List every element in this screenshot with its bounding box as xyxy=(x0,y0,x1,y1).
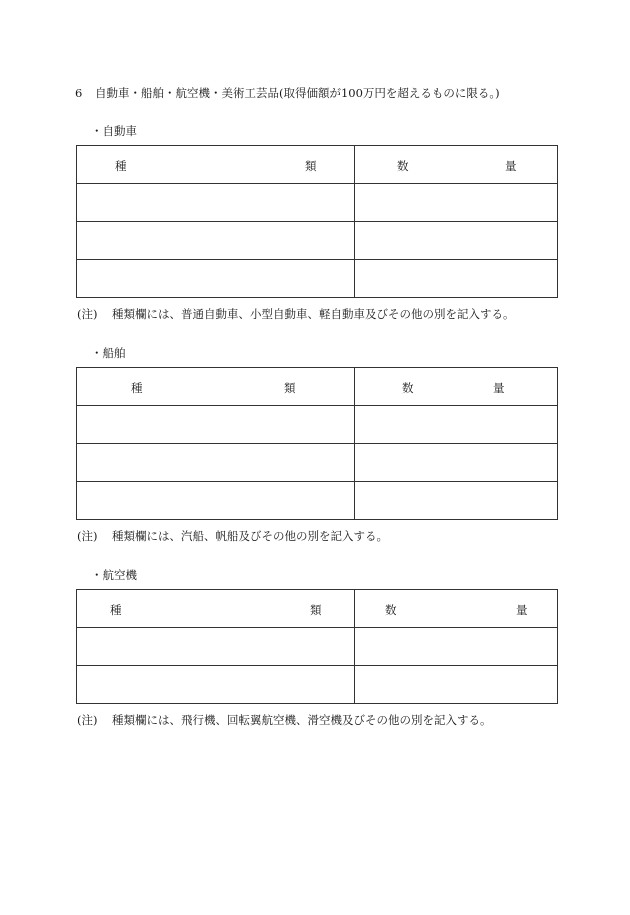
table-row xyxy=(77,260,558,298)
table-row xyxy=(77,444,558,482)
type-column-header xyxy=(77,590,355,628)
type-input-cell[interactable] xyxy=(77,444,355,482)
note-tag: (注) xyxy=(77,307,98,321)
type-header-char-2: 類 xyxy=(305,159,317,173)
section-number: 6 xyxy=(75,86,83,100)
type-header-char-1: 種 xyxy=(115,159,127,173)
type-input-cell[interactable] xyxy=(77,222,355,260)
table-header-row xyxy=(77,590,558,628)
quantity-input-cell[interactable] xyxy=(355,444,558,482)
ship-subtitle: ・船舶 xyxy=(91,346,126,360)
type-header-char-1: 種 xyxy=(131,381,143,395)
section-title: 自動車・船舶・航空機・美術工芸品(取得価額が100万円を超えるものに限る。) xyxy=(95,86,500,100)
ship-table xyxy=(76,367,558,520)
quantity-header-char-2: 量 xyxy=(505,159,517,173)
type-column-header xyxy=(77,146,355,184)
type-header-char-1: 種 xyxy=(110,603,122,617)
quantity-input-cell[interactable] xyxy=(355,222,558,260)
quantity-input-cell[interactable] xyxy=(355,666,558,704)
quantity-header-char-1: 数 xyxy=(385,603,397,617)
table-row xyxy=(77,482,558,520)
type-input-cell[interactable] xyxy=(77,184,355,222)
automobile-note xyxy=(77,306,515,322)
type-input-cell[interactable] xyxy=(77,482,355,520)
table-row xyxy=(77,222,558,260)
quantity-header-char-1: 数 xyxy=(397,159,409,173)
quantity-input-cell[interactable] xyxy=(355,482,558,520)
note-tag: (注) xyxy=(77,713,98,727)
type-input-cell[interactable] xyxy=(77,260,355,298)
note-text: 種類欄には、汽船、帆船及びその他の別を記入する。 xyxy=(112,529,388,543)
quantity-header-char-2: 量 xyxy=(493,381,505,395)
quantity-column-header xyxy=(355,146,558,184)
type-header-char-2: 類 xyxy=(284,381,296,395)
aircraft-note xyxy=(77,712,492,728)
section-heading xyxy=(75,85,500,101)
type-input-cell[interactable] xyxy=(77,666,355,704)
type-input-cell[interactable] xyxy=(77,406,355,444)
table-row xyxy=(77,628,558,666)
table-header-row xyxy=(77,368,558,406)
quantity-input-cell[interactable] xyxy=(355,260,558,298)
ship-note xyxy=(77,528,388,544)
table-row xyxy=(77,666,558,704)
table-header-row xyxy=(77,146,558,184)
automobile-table xyxy=(76,145,558,298)
note-tag: (注) xyxy=(77,529,98,543)
type-column-header xyxy=(77,368,355,406)
type-header-char-2: 類 xyxy=(310,603,322,617)
quantity-column-header xyxy=(355,590,558,628)
quantity-header-char-1: 数 xyxy=(402,381,414,395)
table-row xyxy=(77,184,558,222)
quantity-column-header xyxy=(355,368,558,406)
note-text: 種類欄には、飛行機、回転翼航空機、滑空機及びその他の別を記入する。 xyxy=(112,713,492,727)
aircraft-table xyxy=(76,589,558,704)
table-row xyxy=(77,406,558,444)
quantity-input-cell[interactable] xyxy=(355,406,558,444)
quantity-input-cell[interactable] xyxy=(355,184,558,222)
automobile-subtitle: ・自動車 xyxy=(91,124,137,138)
type-input-cell[interactable] xyxy=(77,628,355,666)
quantity-input-cell[interactable] xyxy=(355,628,558,666)
quantity-header-char-2: 量 xyxy=(516,603,528,617)
note-text: 種類欄には、普通自動車、小型自動車、軽自動車及びその他の別を記入する。 xyxy=(112,307,515,321)
aircraft-subtitle: ・航空機 xyxy=(91,568,137,582)
